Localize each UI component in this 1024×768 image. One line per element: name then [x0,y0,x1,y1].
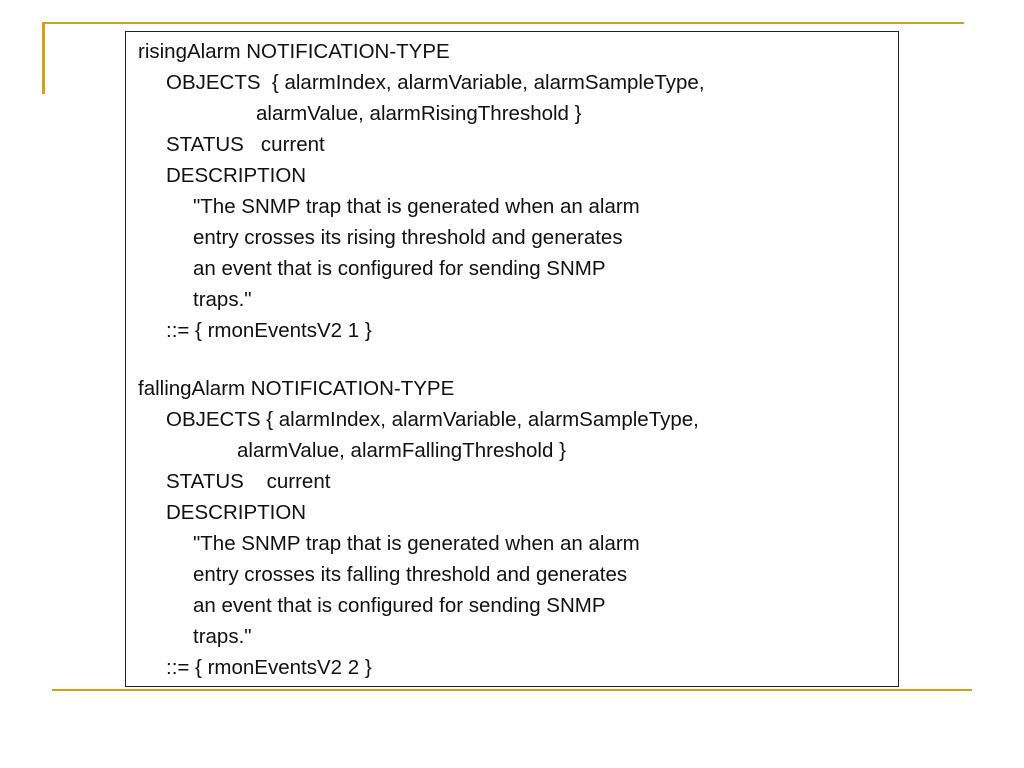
falling-alarm-description-line-3: an event that is configured for sending SNMP [193,594,606,617]
falling-alarm-oid-assignment: ::= { rmonEventsV2 2 } [166,656,372,679]
rising-alarm-description-keyword: DESCRIPTION [166,164,307,187]
falling-alarm-status: STATUS current [166,470,331,493]
falling-alarm-description-line-4: traps." [193,625,252,648]
falling-alarm-objects: OBJECTS { alarmIndex, alarmVariable, alarmSampleType, [166,408,699,431]
falling-alarm-declaration: fallingAlarm NOTIFICATION-TYPE [138,377,455,400]
mib-definition-box [125,31,899,687]
falling-alarm-description-keyword: DESCRIPTION [166,501,307,524]
slide-accent-vertical-rule [42,22,45,94]
falling-alarm-description-line-1: "The SNMP trap that is generated when an alarm [193,532,640,555]
rising-alarm-status: STATUS current [166,133,325,156]
slide-accent-bottom-rule [52,689,972,691]
rising-alarm-description-line-3: an event that is configured for sending SNMP [193,257,606,280]
rising-alarm-objects-continued: alarmValue, alarmRisingThreshold } [256,102,582,125]
falling-alarm-objects-continued: alarmValue, alarmFallingThreshold } [237,439,566,462]
rising-alarm-description-line-4: traps." [193,288,252,311]
slide-accent-top-rule [42,22,964,24]
rising-alarm-description-line-1: "The SNMP trap that is generated when an alarm [193,195,640,218]
rising-alarm-oid-assignment: ::= { rmonEventsV2 1 } [166,319,372,342]
rising-alarm-declaration: risingAlarm NOTIFICATION-TYPE [138,40,450,63]
falling-alarm-description-line-2: entry crosses its falling threshold and generates [193,563,628,586]
rising-alarm-objects: OBJECTS { alarmIndex, alarmVariable, alarmSampleType, [166,71,705,94]
rising-alarm-description-line-2: entry crosses its rising threshold and generates [193,226,623,249]
